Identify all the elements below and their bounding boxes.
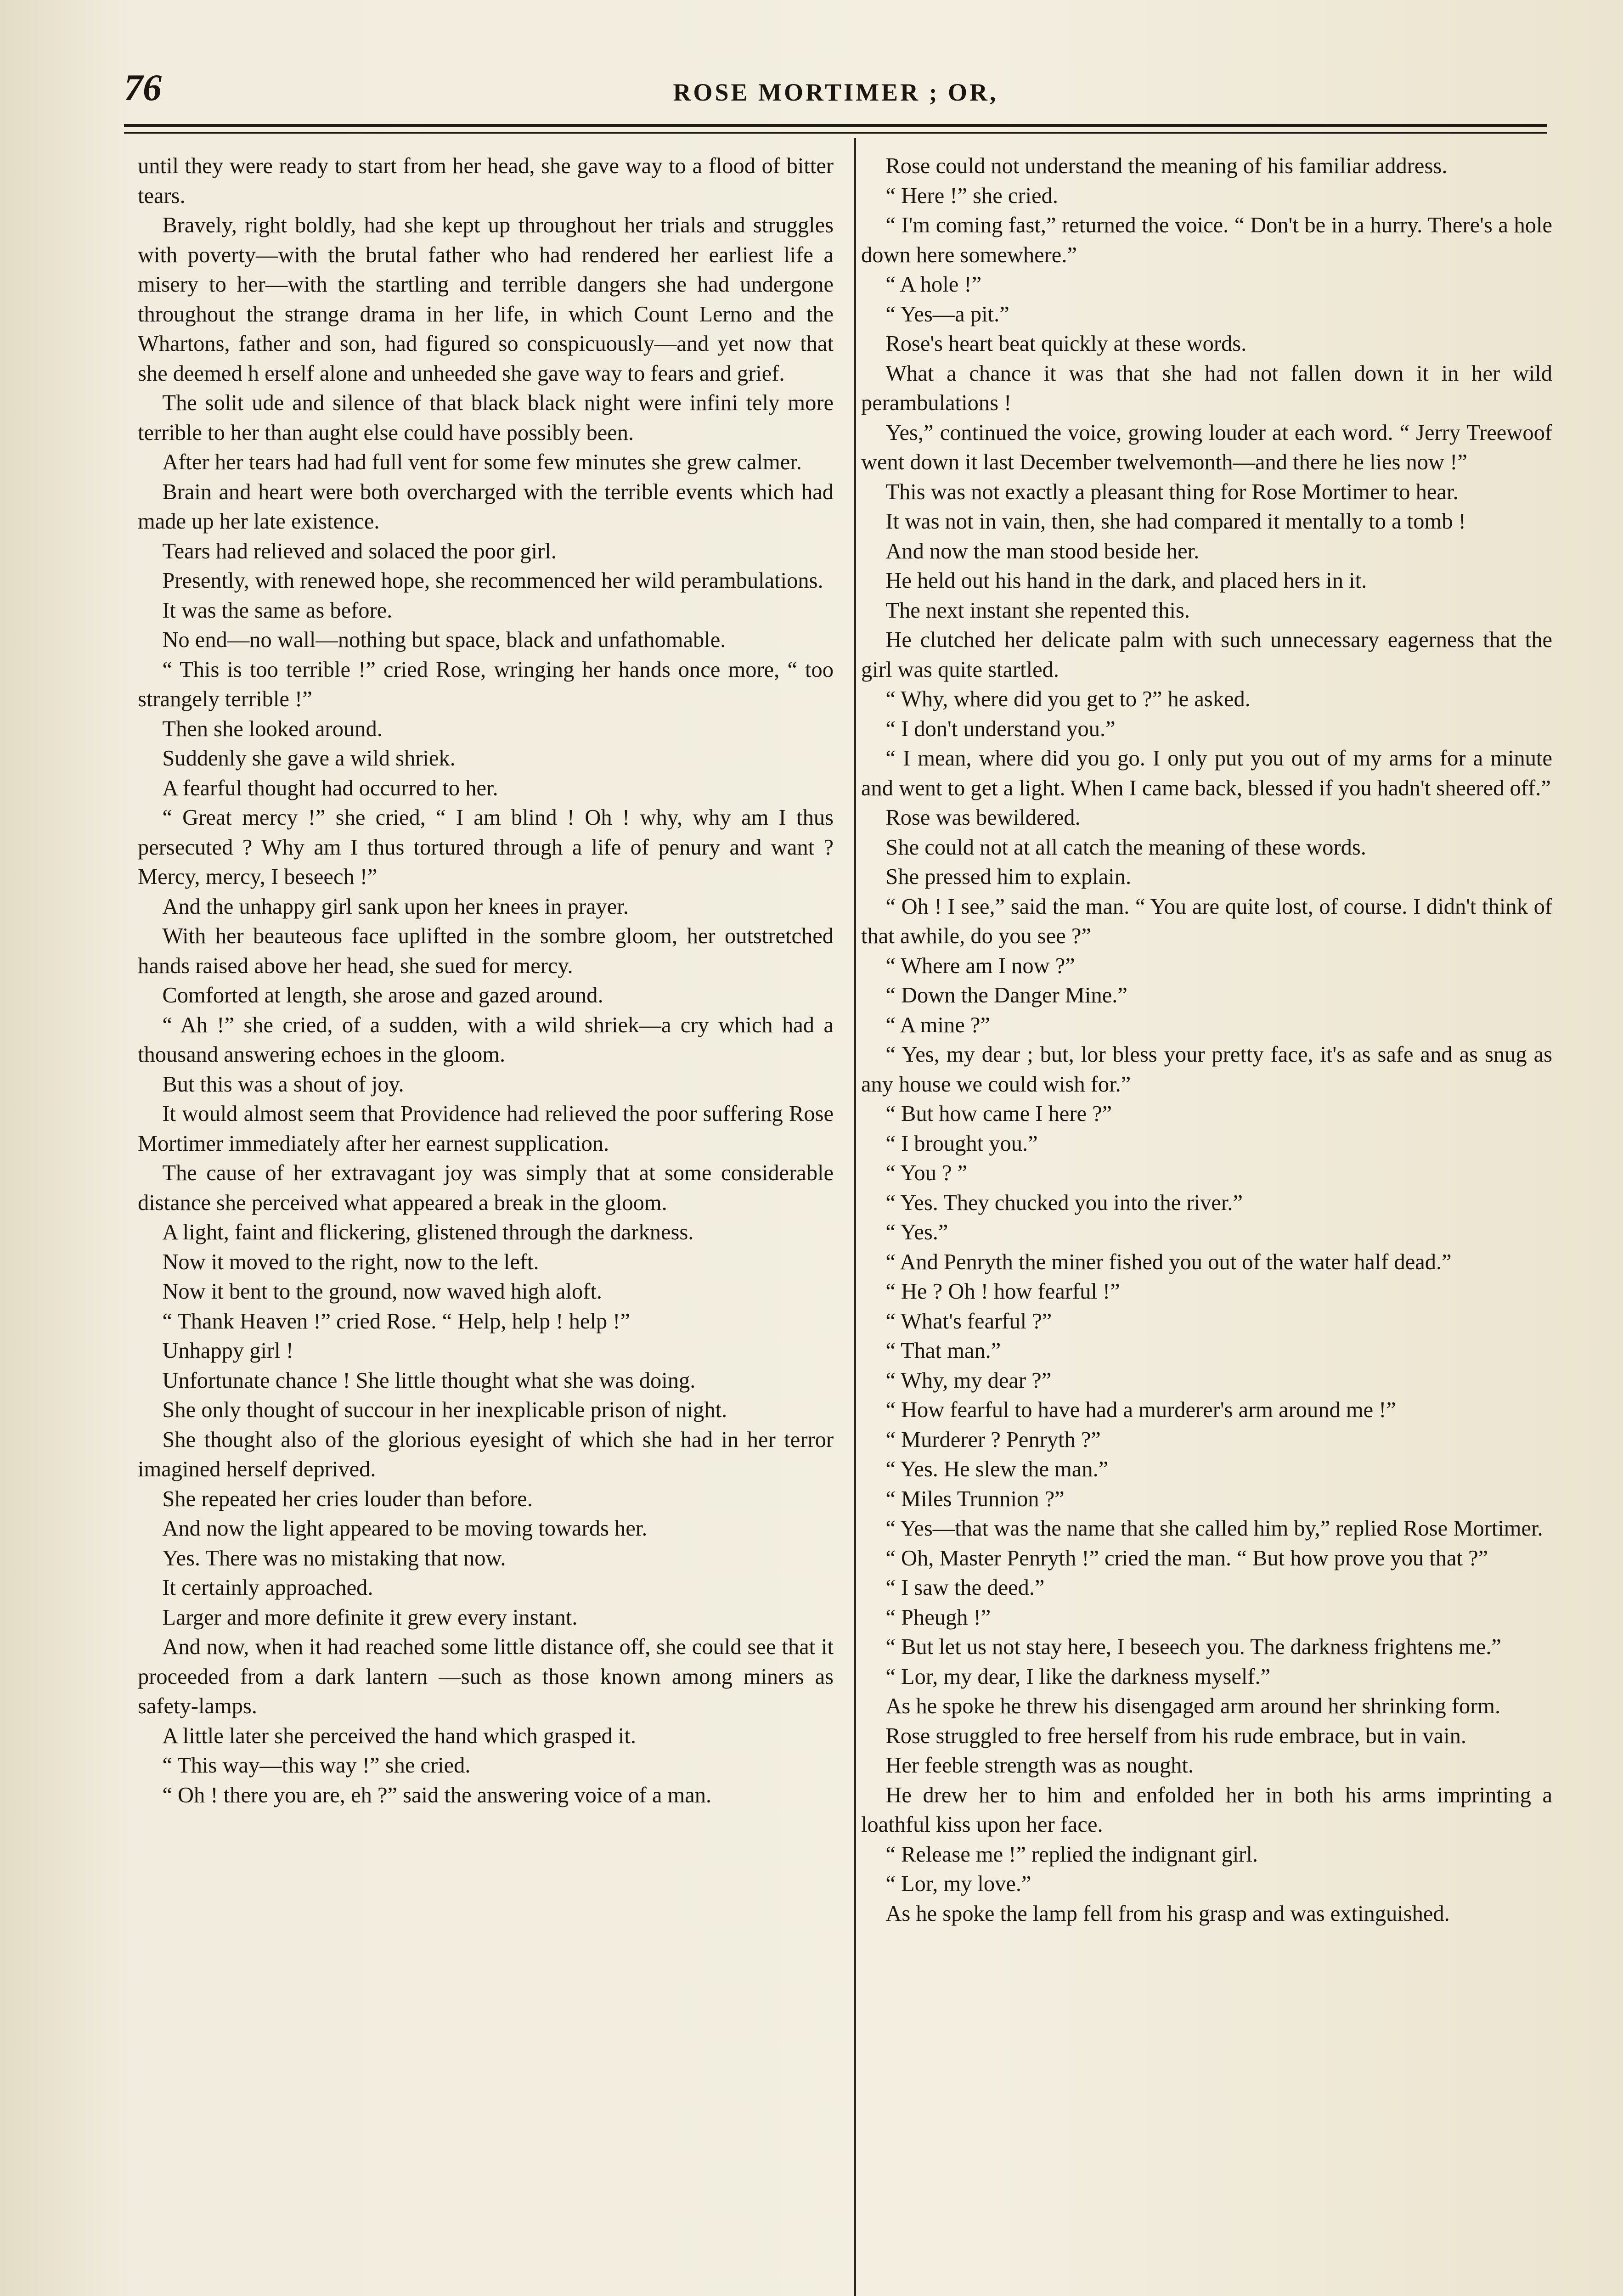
paragraph: And now, when it had reached some little distance off, she could see that it proceeded from a dark lantern —such as those known among miners as safety-lamps.: [138, 1635, 834, 1718]
paragraph: As he spoke he threw his disengaged arm around her shrinking form.: [885, 1694, 1501, 1718]
paragraph: Rose struggled to free herself from his rude embrace, but in vain.: [885, 1723, 1466, 1748]
paragraph: “ I saw the deed.”: [885, 1576, 1045, 1600]
paragraph: Bravely, right boldly, had she kept up throughout her trials and struggles with poverty—with the brutal father who had rendered her earliest life a misery to her—with the startling and terrible dangers she had undergone throughout the strange drama in her life, in which Count Lerno and the Whartons, father and son, had figured so conspicuously—and yet now that she deemed h erself alone and unheeded she gave way to fears and grief.: [138, 213, 834, 386]
page-header: [124, 60, 1547, 115]
paragraph: “ How fearful to have had a murderer's arm around me !”: [885, 1398, 1396, 1422]
paragraph: She pressed him to explain.: [885, 865, 1132, 889]
paragraph: “ Lor, my dear, I like the darkness myself.”: [885, 1664, 1271, 1689]
paragraph: “ I brought you.”: [885, 1131, 1038, 1156]
paragraph: “ Yes—that was the name that she called him by,” replied Rose Mortimer.: [885, 1516, 1543, 1541]
paragraph: “ Murderer ? Penryth ?”: [885, 1427, 1101, 1452]
paragraph: It certainly approached.: [162, 1576, 373, 1600]
paragraph: “ This is too terrible !” cried Rose, wringing her hands once more, “ too strangely terrible !”: [138, 657, 834, 711]
paragraph: He clutched her delicate palm with such unnecessary eagerness that the girl was quite startled.: [861, 628, 1552, 682]
paragraph: Now it bent to the ground, now waved high aloft.: [162, 1279, 603, 1304]
paragraph: Rose's heart beat quickly at these words.: [885, 332, 1247, 356]
paragraph: “ Oh ! I see,” said the man. “ You are quite lost, of course. I didn't think of that awhile, do you see ?”: [861, 894, 1552, 948]
header-rule: [124, 124, 1547, 134]
paragraph: “ A mine ?”: [885, 1013, 990, 1037]
paragraph: But this was a shout of joy.: [162, 1072, 404, 1097]
paragraph: No end—no wall—nothing but space, black and unfathomable.: [162, 628, 726, 652]
paragraph: The solit ude and silence of that black black night were infini tely more terrible to her than aught else could have possibly been.: [138, 391, 834, 445]
paragraph: It would almost seem that Providence had relieved the poor suffering Rose Mortimer immediately after her earnest supplication.: [138, 1102, 834, 1156]
paragraph: “ Pheugh !”: [885, 1605, 991, 1630]
paragraph: And the unhappy girl sank upon her knees in prayer.: [162, 894, 629, 919]
paragraph: “ Miles Trunnion ?”: [885, 1486, 1065, 1511]
paragraph: Unfortunate chance ! She little thought what she was doing.: [162, 1368, 696, 1393]
paragraph: A light, faint and flickering, glistened through the darkness.: [162, 1220, 694, 1244]
paragraph: “ Yes. They chucked you into the river.”: [885, 1190, 1243, 1215]
paragraph: She repeated her cries louder than before.: [162, 1486, 533, 1511]
paragraph: until they were ready to start from her head, she gave way to a flood of bitter tears.: [138, 154, 834, 208]
paragraph: As he spoke the lamp fell from his grasp and was extinguished.: [885, 1901, 1450, 1926]
right-column: [861, 152, 1552, 2296]
paragraph: “ Yes.”: [885, 1220, 948, 1244]
paragraph: Yes. There was no mistaking that now.: [162, 1546, 506, 1570]
paragraph: Larger and more definite it grew every instant.: [162, 1605, 578, 1630]
paragraph: “ Why, my dear ?”: [885, 1368, 1052, 1393]
paragraph: “ Why, where did you get to ?” he asked.: [885, 687, 1251, 711]
paragraph: “ Lor, my love.”: [885, 1872, 1031, 1896]
paragraph: The cause of her extravagant joy was simply that at some considerable distance she perceived what appeared a break in the gloom.: [138, 1161, 834, 1215]
paragraph: After her tears had had full vent for some few minutes she grew calmer.: [162, 450, 802, 474]
paragraph: Rose could not understand the meaning of his familiar address.: [885, 154, 1448, 178]
paragraph: Tears had relieved and solaced the poor girl.: [162, 539, 557, 563]
paragraph: He drew her to him and enfolded her in both his arms imprinting a loathful kiss upon her face.: [861, 1783, 1552, 1837]
paragraph: “ Oh ! there you are, eh ?” said the answering voice of a man.: [162, 1783, 712, 1807]
paragraph: It was not in vain, then, she had compared it mentally to a tomb !: [885, 509, 1466, 534]
paragraph: And now the man stood beside her.: [885, 539, 1200, 563]
paragraph: “ Here !” she cried.: [885, 183, 1058, 208]
paragraph: It was the same as before.: [162, 598, 393, 623]
paragraph: “ Yes. He slew the man.”: [885, 1457, 1109, 1481]
paragraph: Brain and heart were both overcharged with the terrible events which had made up her late existence.: [138, 479, 834, 534]
paragraph: “ A hole !”: [885, 272, 982, 297]
paragraph: Comforted at length, she arose and gazed around.: [162, 983, 603, 1007]
page-number: 76: [124, 67, 162, 108]
paragraph: Now it moved to the right, now to the left.: [162, 1249, 539, 1274]
paragraph: She thought also of the glorious eyesight of which she had in her terror imagined herself deprived.: [138, 1427, 834, 1481]
paragraph: What a chance it was that she had not fallen down it in her wild perambulations !: [861, 361, 1552, 415]
paragraph: “ That man.”: [885, 1339, 1001, 1363]
left-column: [138, 152, 834, 2296]
paragraph: This was not exactly a pleasant thing for Rose Mortimer to hear.: [885, 479, 1459, 504]
paragraph: “ Ah !” she cried, of a sudden, with a wild shriek—a cry which had a thousand answering echoes in the gloom.: [138, 1013, 834, 1067]
paragraph: She could not at all catch the meaning of these words.: [885, 835, 1366, 860]
column-divider: [854, 138, 856, 2296]
paragraph: “ Oh, Master Penryth !” cried the man. “ But how prove you that ?”: [885, 1546, 1488, 1570]
running-title: ROSE MORTIMER ; OR,: [673, 79, 998, 106]
paragraph: “ Thank Heaven !” cried Rose. “ Help, help ! help !”: [162, 1309, 630, 1334]
paragraph: He held out his hand in the dark, and placed hers in it.: [885, 568, 1367, 593]
paragraph: “ Great mercy !” she cried, “ I am blind ! Oh ! why, why am I thus persecuted ? Why am I thus tortured through a life of penury and want ? Mercy, mercy, I beseech !”: [138, 805, 834, 889]
paragraph: “ What's fearful ?”: [885, 1309, 1052, 1334]
paragraph: Suddenly she gave a wild shriek.: [162, 746, 456, 771]
paragraph: “ I mean, where did you go. I only put you out of my arms for a minute and went to get a light. When I came back, blessed if you hadn't sheered off.”: [861, 746, 1552, 800]
paragraph: And now the light appeared to be moving towards her.: [162, 1516, 648, 1541]
paragraph: Yes,” continued the voice, growing louder at each word. “ Jerry Treewoof went down it last December twelvemonth—and there he lies now !”: [861, 420, 1552, 474]
paragraph: “ And Penryth the miner fished you out of the water half dead.”: [885, 1249, 1452, 1274]
paragraph: Then she looked around.: [162, 716, 383, 741]
paragraph: “ Yes—a pit.”: [885, 302, 1009, 326]
paragraph: Presently, with renewed hope, she recommenced her wild perambulations.: [162, 568, 823, 593]
paragraph: A little later she perceived the hand which grasped it.: [162, 1723, 636, 1748]
paragraph: “ Down the Danger Mine.”: [885, 983, 1127, 1007]
paragraph: “ He ? Oh ! how fearful !”: [885, 1279, 1120, 1304]
paragraph: “ Release me !” replied the indignant girl.: [885, 1842, 1258, 1867]
paragraph: Her feeble strength was as nought.: [885, 1753, 1194, 1778]
paragraph: Unhappy girl !: [162, 1339, 293, 1363]
paragraph: “ Yes, my dear ; but, lor bless your pretty face, it's as safe and as snug as any house we could wish for.”: [861, 1042, 1552, 1097]
paragraph: “ I don't understand you.”: [885, 716, 1116, 741]
paragraph: A fearful thought had occurred to her.: [162, 776, 498, 800]
paragraph: “ This way—this way !” she cried.: [162, 1753, 471, 1778]
paragraph: “ But how came I here ?”: [885, 1102, 1112, 1126]
paragraph: She only thought of succour in her inexplicable prison of night.: [162, 1398, 727, 1422]
paragraph: “ You ? ”: [885, 1161, 968, 1185]
paragraph: The next instant she repented this.: [885, 598, 1190, 623]
paragraph: With her beauteous face uplifted in the sombre gloom, her outstretched hands raised above her head, she sued for mercy.: [138, 924, 834, 978]
paragraph: “ I'm coming fast,” returned the voice. “ Don't be in a hurry. There's a hole down here somewhere.”: [861, 213, 1552, 267]
paragraph: Rose was bewildered.: [885, 805, 1081, 830]
paragraph: “ Where am I now ?”: [885, 953, 1075, 978]
paragraph: “ But let us not stay here, I beseech you. The darkness frightens me.”: [885, 1635, 1501, 1659]
